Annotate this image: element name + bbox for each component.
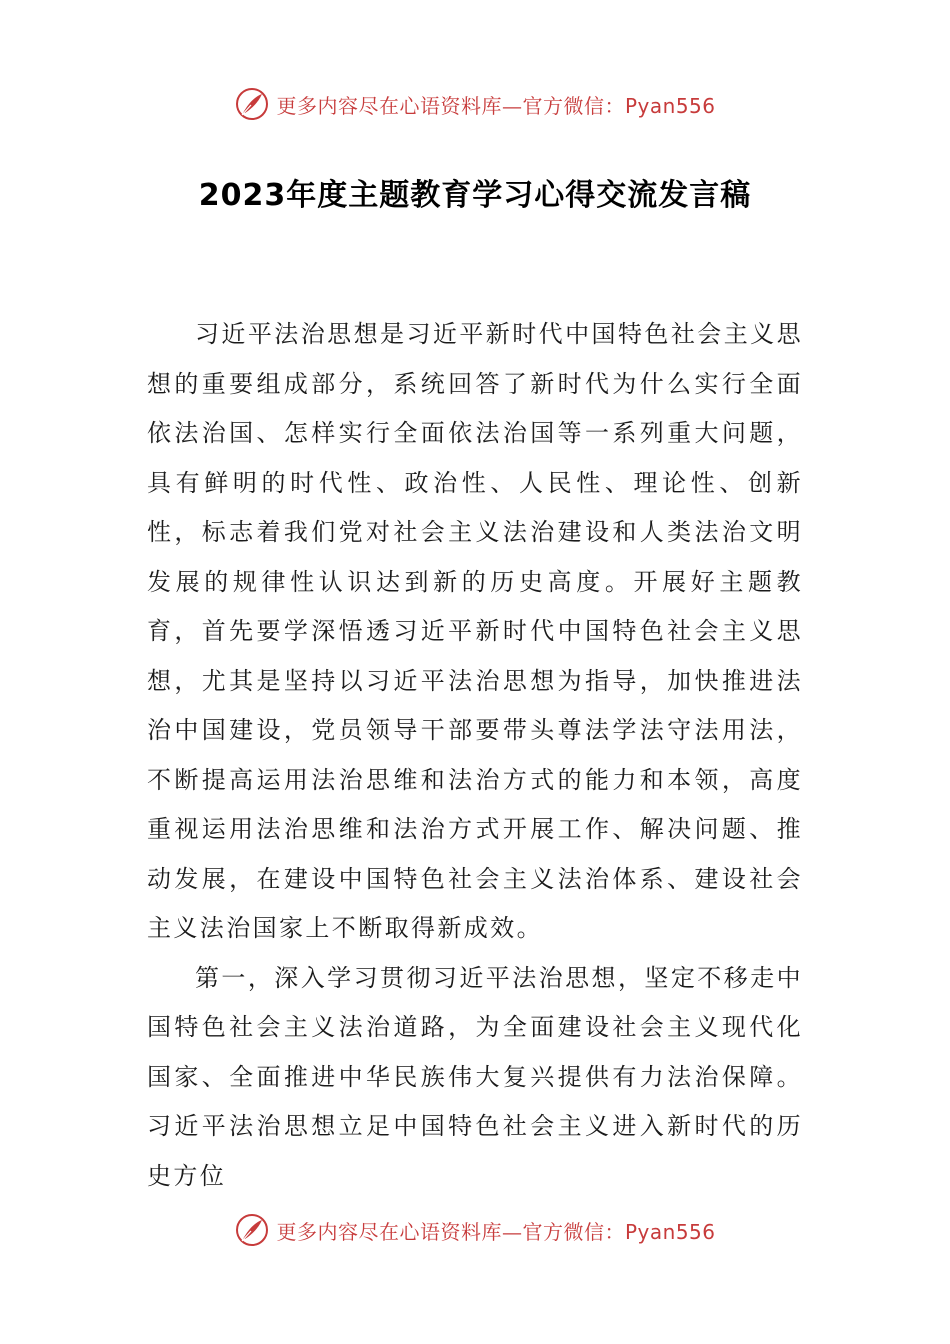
document-title: 2023年度主题教育学习心得交流发言稿 — [198, 178, 752, 213]
header-watermark — [0, 84, 950, 124]
watermark-text: 更多内容尽在心语资料库—官方微信：Pyan556 — [276, 1219, 716, 1244]
watermark-text: 更多内容尽在心语资料库—官方微信：Pyan556 — [276, 93, 716, 118]
feather-pen-logo-icon — [234, 1212, 270, 1248]
paragraph: 习近平法治思想是习近平新时代中国特色社会主义思想的重要组成部分，系统回答了新时代为什么实行全面依法治国、怎样实行全面依法治国等一系列重大问题，具有鲜明的时代性、政治性、人民性、理论性、创新性，标志着我们党对社会主义法治建设和人类法治文明发展的规律性认识达到新的历史高度。开展好主题教育，首先要学深悟透习近平新时代中国特色社会主义思想，尤其是坚持以习近平法治思想为指导，加快推进法治中国建设，党员领导干部要带头尊法学法守法用法，不断提高运用法治思维和法治方式的能力和本领，高度重视运用法治思维和法治方式开展工作、解决问题、推动发展，在建设中国特色社会主义法治体系、建设社会主义法治国家上不断取得新成效。 — [147, 320, 803, 942]
footer-watermark — [0, 1210, 950, 1250]
paragraph: 第一，深入学习贯彻习近平法治思想，坚定不移走中国特色社会主义法治道路，为全面建设社会主义现代化国家、全面推进中华民族伟大复兴提供有力法治保障。习近平法治思想立足中国特色社会主义进入新时代的历史方位 — [147, 963, 803, 1190]
document-body — [147, 310, 803, 1201]
feather-pen-logo-icon — [234, 86, 270, 122]
